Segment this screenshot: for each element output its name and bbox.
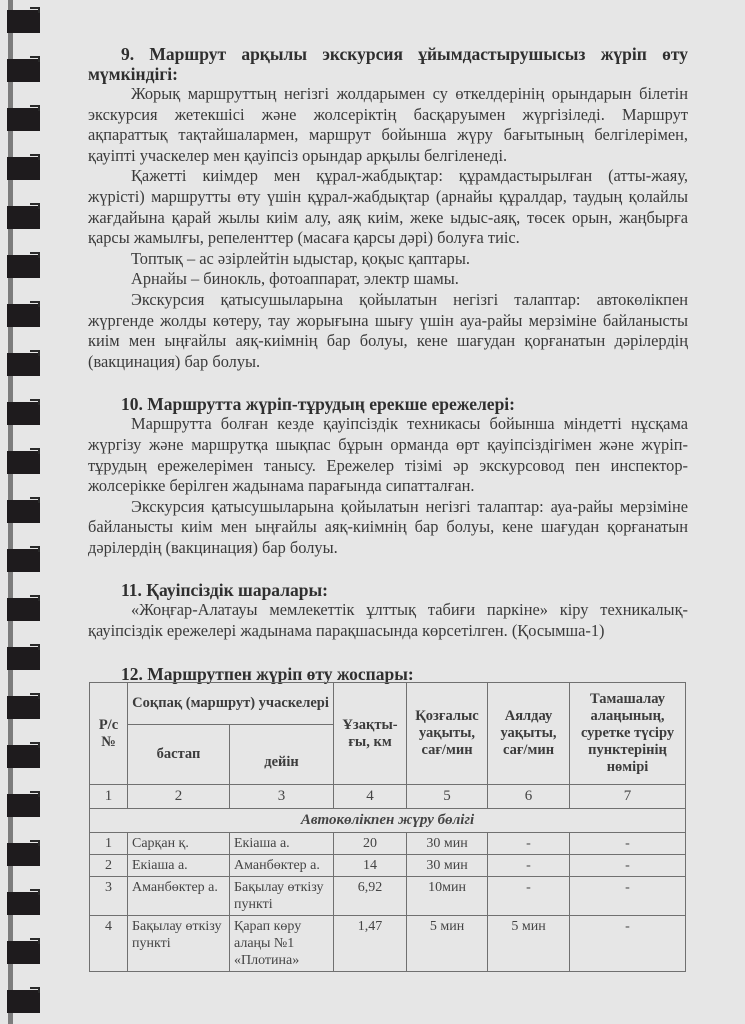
header-move-time: Қозғалыс уақыты, сағ/мин: [407, 683, 488, 785]
binding-hole: [7, 696, 40, 719]
cell-points: -: [570, 855, 686, 877]
cell-from: Аманбөктер а.: [128, 877, 230, 916]
cell-num: 1: [90, 833, 128, 855]
paragraph: Маршрутта болған кезде қауіпсіздік техникасы бойынша міндетті нұсқама жүргізу және маршрутқа шықпас бұрын орманда өрт қауіпсіздігімен және жүріп-тұрудың ережелерімен танысу. Ережелер тізімі әр экскурсовод пен инспектор-жолсерікке берілген жадынама парағында сипатталған.: [88, 414, 688, 496]
table-row: [90, 916, 686, 972]
binding-hole: [7, 108, 40, 131]
table-row: [90, 855, 686, 877]
cell-from: Екіаша а.: [128, 855, 230, 877]
binding-hole: [7, 598, 40, 621]
column-number: 4: [334, 785, 407, 809]
cell-from: Сарқан қ.: [128, 833, 230, 855]
binding-hole: [7, 745, 40, 768]
cell-to: Екіаша а.: [230, 833, 334, 855]
paragraph: Экскурсия қатысушыларына қойылатын негізгі талаптар: ауа-райы мерзіміне байланысты киім мен ыңғайлы аяқ-киімнің бар болуы, кене шағудан қорғанатын дәрілердің (вакцинация) бар болуы.: [88, 496, 688, 557]
cell-stop: 5 мин: [488, 916, 570, 972]
binding-hole: [7, 990, 40, 1013]
binding-hole: [7, 59, 40, 82]
paragraph: Қажетті киімдер мен құрал-жабдықтар: құрамдастырылған (атты-жаяу, жүрісті) маршрутты өту үшін құрал-жабдықтар (арнайы құралдар, таудың қолайлы жағдайына қарай жылы киім алу, аяқ киім, жеке ыдыс-аяқ, төсек орын, жаңбырға қарсы жамылғы, репеленттер (масаға қарсы дәрі) болуға тиіс.: [88, 166, 688, 248]
column-number: 3: [230, 785, 334, 809]
binding-hole: [7, 157, 40, 180]
cell-move: 5 мин: [407, 916, 488, 972]
binding-hole: [7, 451, 40, 474]
binding-hole: [7, 255, 40, 278]
header-to: дейін: [230, 725, 334, 785]
cell-to: Бақылау өткізу пункті: [230, 877, 334, 916]
column-number: 6: [488, 785, 570, 809]
paragraph: Жорық маршруттың негізгі жолдарымен су өткелдерінің орындарын білетін экскурсия жетекшісі және жолсеріктің басқаруымен жүргізіледі. Маршрут ақпараттық тақтайшалармен, маршрут бойынша жүру бағытының белгілерімен, қауіпті учаскелер мен қауіпсіз орындар арқылы белгіленеді.: [88, 84, 688, 165]
binding-hole: [7, 10, 40, 33]
paragraph: Арнайы – бинокль, фотоаппарат, электр шамы.: [131, 269, 459, 289]
spiral-binding: [0, 0, 60, 1024]
section-12-heading: 12. Маршрутпен жүріп өту жоспары:: [121, 663, 414, 684]
header-length: Ұзақты-ғы, км: [334, 683, 407, 785]
binding-hole: [7, 549, 40, 572]
column-number: 5: [407, 785, 488, 809]
cell-stop: -: [488, 877, 570, 916]
cell-move: 30 мин: [407, 855, 488, 877]
column-number: 7: [570, 785, 686, 809]
column-number: 2: [128, 785, 230, 809]
paragraph: Экскурсия қатысушыларына қойылатын негізгі талаптар: автокөлікпен жүргенде жолды көтеру, тау жорығына шығу үшін ауа-райы мерзіміне байланысты киім мен ыңғайлы аяқ-киімнің бар болуы, кене шағудан қорғанатын дәрілердің (вакцинация) бар болуы.: [88, 289, 688, 371]
table-row: [90, 833, 686, 855]
binding-hole: [7, 206, 40, 229]
table-row: [90, 877, 686, 916]
cell-move: 10мин: [407, 877, 488, 916]
cell-points: -: [570, 877, 686, 916]
binding-hole: [7, 843, 40, 866]
cell-length: 20: [334, 833, 407, 855]
cell-stop: -: [488, 833, 570, 855]
header-viewpoints: Тамашалау алаңының, суретке түсіру пунктерінің нөмірі: [570, 683, 686, 785]
paragraph: «Жоңғар-Алатауы мемлекеттік ұлттық табиғи паркіне» кіру техникалық-қауіпсіздік ережелері жадынама парақшасында көрсетілген. (Қосымша-1): [88, 600, 688, 641]
section-label: Автокөлікпен жүру бөлігі: [90, 809, 686, 833]
cell-points: -: [570, 833, 686, 855]
header-stop-time: Аялдау уақыты, сағ/мин: [488, 683, 570, 785]
cell-to: Аманбөктер а.: [230, 855, 334, 877]
binding-hole: [7, 892, 40, 915]
binding-hole: [7, 941, 40, 964]
cell-num: 2: [90, 855, 128, 877]
column-number: 1: [90, 785, 128, 809]
cell-stop: -: [488, 855, 570, 877]
route-plan-table: [89, 682, 686, 972]
table-section-row: [90, 809, 686, 833]
header-sections: Соқпақ (маршрут) учаскелері: [128, 683, 334, 725]
cell-length: 6,92: [334, 877, 407, 916]
binding-hole: [7, 794, 40, 817]
binding-hole: [7, 353, 40, 376]
binding-hole: [7, 647, 40, 670]
section-10-heading: 10. Маршрутта жүріп-тұрудың ерекше ережелері:: [121, 394, 515, 415]
binding-hole: [7, 500, 40, 523]
section-9-heading: 9. Маршрут арқылы экскурсия ұйымдастырушысыз жүріп өту мүмкіндігі:: [88, 44, 688, 84]
cell-points: -: [570, 916, 686, 972]
cell-length: 1,47: [334, 916, 407, 972]
cell-num: 4: [90, 916, 128, 972]
cell-length: 14: [334, 855, 407, 877]
cell-from: Бақылау өткізу пункті: [128, 916, 230, 972]
paragraph: Топтық – ас әзірлейтін ыдыстар, қоқыс қаптары.: [131, 248, 470, 268]
binding-hole: [7, 402, 40, 425]
section-11-heading: 11. Қауіпсіздік шаралары:: [121, 580, 329, 601]
cell-to: Қарап көру алаңы №1 «Плотина»: [230, 916, 334, 972]
binding-hole: [7, 304, 40, 327]
cell-num: 3: [90, 877, 128, 916]
header-num: Р/с №: [90, 683, 128, 785]
column-number-row: [90, 785, 686, 809]
document-page: [88, 44, 688, 684]
header-from: бастап: [128, 725, 230, 785]
cell-move: 30 мин: [407, 833, 488, 855]
